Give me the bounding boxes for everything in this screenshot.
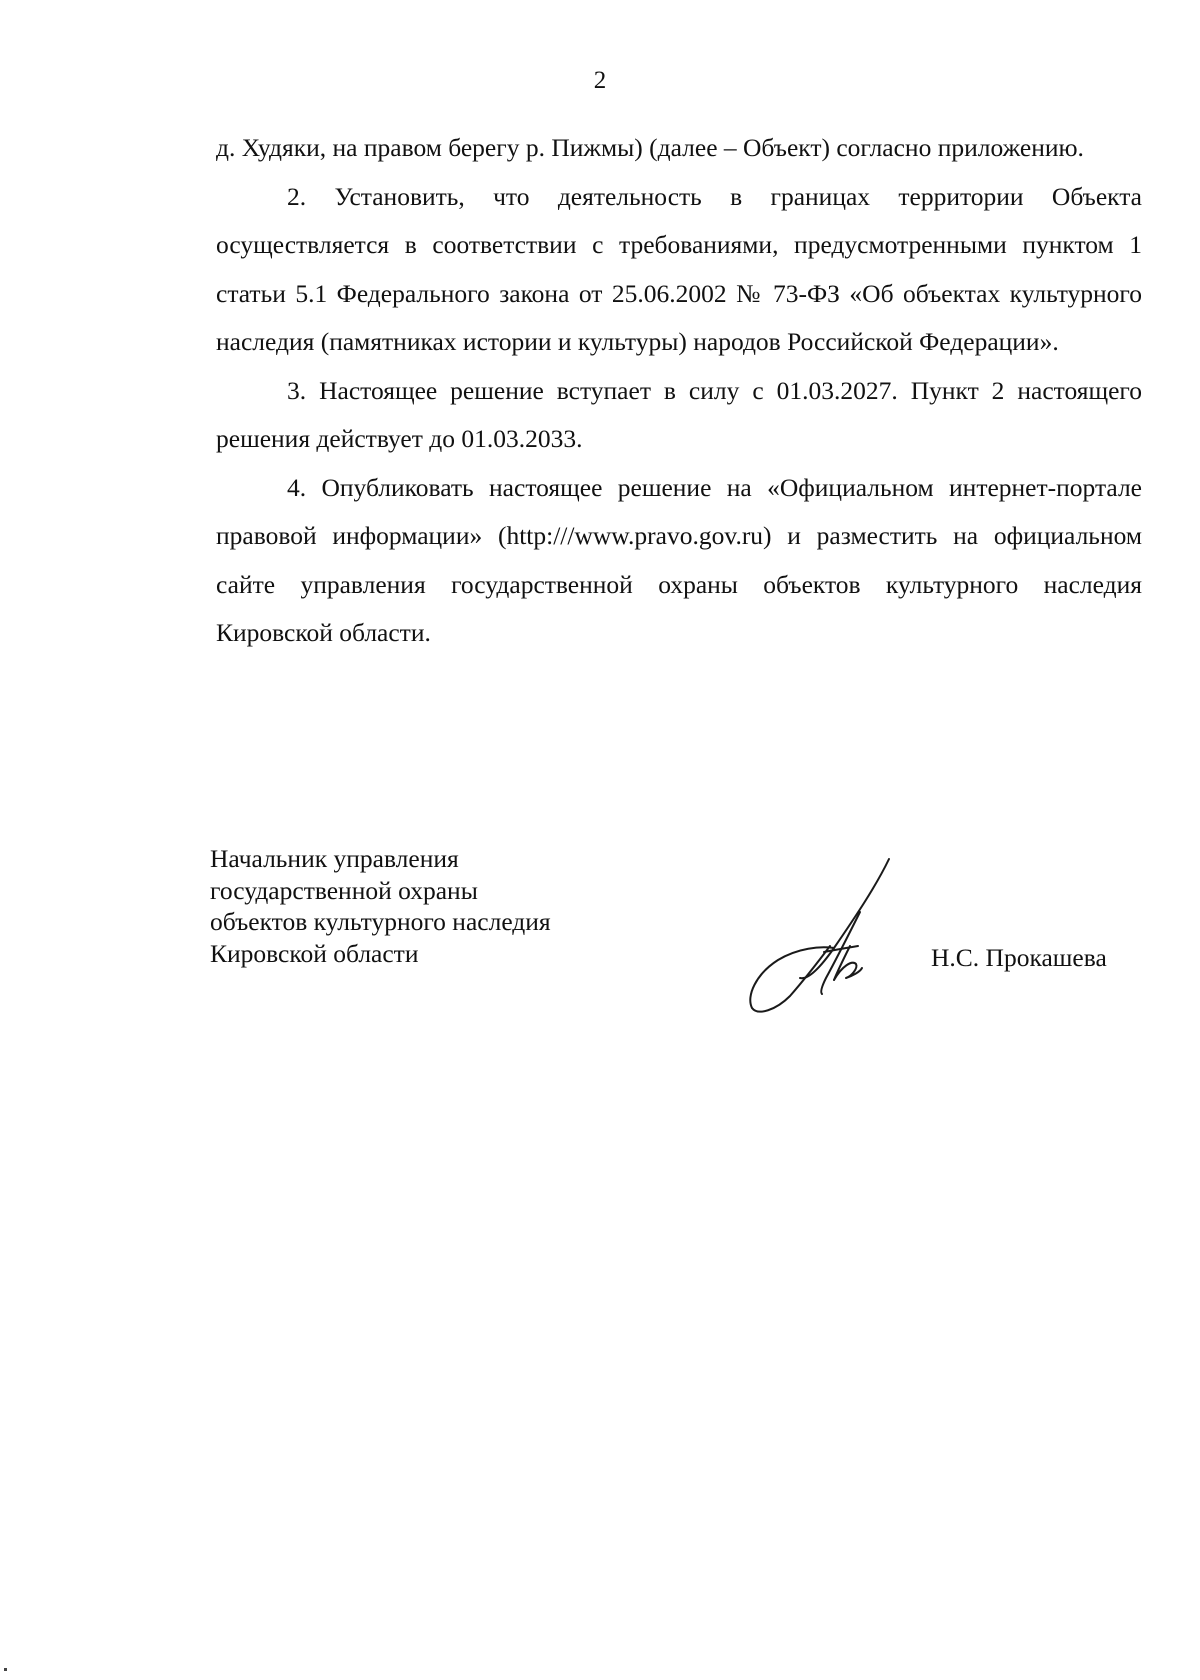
signatory-title xyxy=(210,843,730,969)
paragraph-item-3: 3. Настоящее решение вступает в силу с 01.03.2027. Пункт 2 настоящего решения действует до 01.03.2033. xyxy=(216,375,1142,453)
scan-artifact xyxy=(4,1668,7,1671)
signatory-title-line: Кировской области xyxy=(210,938,419,968)
signatory-title-line: Начальник управления xyxy=(210,844,459,873)
signatory-title-line: объектов культурного наследия xyxy=(210,907,551,936)
paragraph-continuation: д. Худяки, на правом берегу р. Пижмы) (далее – Объект) согласно приложению. xyxy=(216,133,1084,162)
document-body xyxy=(216,124,1142,658)
page-number: 2 xyxy=(593,67,607,94)
paragraph-item-4: 4. Опубликовать настоящее решение на «Официальном интернет-портале правовой информации» (http:///www.pravo.gov.ru) и разместить на официальном сайте управления государственной охраны объектов культурного наследия Кировской области. xyxy=(216,472,1142,647)
signatory-title-line: государственной охраны xyxy=(210,875,478,905)
paragraph-item-2: 2. Установить, что деятельность в границах территории Объекта осуществляется в соответствии с требованиями, предусмотренными пунктом 1 статьи 5.1 Федерального закона от 25.06.2002 № 73-ФЗ «Об объектах культурного наследия (памятниках истории и культуры) народов Российской Федерации». xyxy=(216,181,1142,356)
signatory-name: Н.С. Прокашева xyxy=(931,943,1107,972)
handwritten-signature-icon xyxy=(738,856,898,1016)
